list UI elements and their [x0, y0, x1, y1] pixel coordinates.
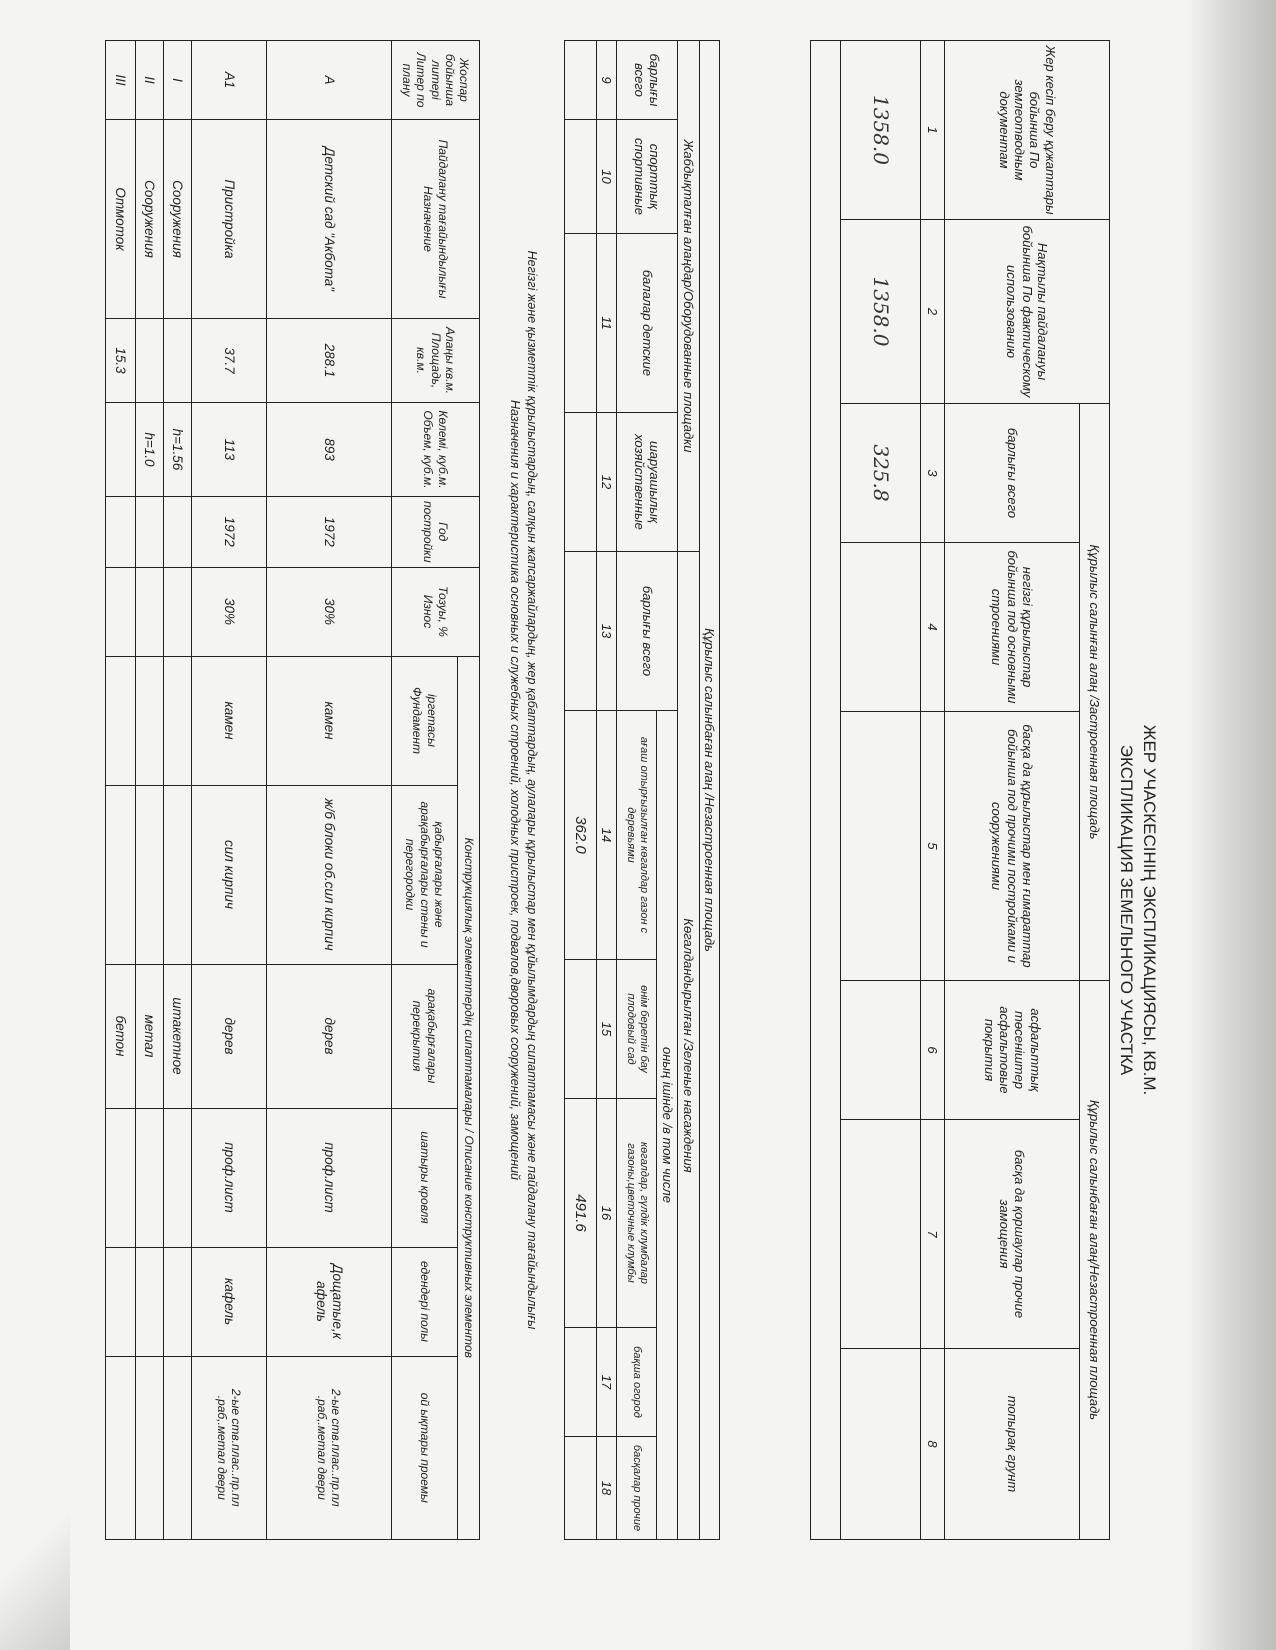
cell-wear [136, 567, 164, 656]
empty-cell [565, 960, 597, 1099]
cell-year: 1972 [267, 497, 392, 568]
table-row [106, 41, 136, 1540]
col-num: 18 [597, 1437, 617, 1540]
empty-cell [841, 1349, 921, 1540]
cell-roof [106, 1108, 136, 1247]
value-fact-area: 1358.0 [841, 220, 921, 404]
header-roof: шатыры кровля [392, 1108, 458, 1247]
cell-wear: 30% [192, 567, 267, 656]
header-wear: Тозуы, % Износ [392, 567, 480, 656]
header-asphalt: асфальттық төсеніштер асфальтовые покрытия [945, 981, 1080, 1120]
header-volume: Көлемі, куб.м. Объем, куб.м. [392, 403, 480, 497]
table-row [192, 41, 267, 1540]
empty-cell [565, 1328, 597, 1437]
header-other-buildings: басқа да құрылыстар мен ғимараттар бойынша под прочими постройками и сооружениями [945, 712, 1080, 981]
empty-cell [565, 1437, 597, 1540]
col-num: 6 [921, 981, 945, 1120]
buildings-note [506, 40, 540, 1540]
header-other-fence: басқа да қоршаулар прочие замощения [945, 1120, 1080, 1349]
header-doc: Жер кесіп беру құжаттары бойынша По землеотводным документам [945, 41, 1110, 220]
header-unbuilt: Құрылыс салынбаған алаң/Незастроенная площадь [1080, 981, 1110, 1540]
cell-volume: h=1.56 [164, 403, 192, 497]
header-soil: топырақ грунт [945, 1349, 1080, 1540]
cell-area [164, 319, 192, 403]
cell-year [106, 497, 136, 568]
header-floors: арақабырғалары перекрытия [392, 964, 458, 1108]
cell-floor-cover [136, 1247, 164, 1356]
cell-foundation [164, 656, 192, 785]
col-num: 3 [921, 404, 945, 543]
cell-roof [164, 1108, 192, 1247]
header-green: Көгалдандырылған /Зеленые насаждения [677, 552, 699, 1540]
cell-area [136, 319, 164, 403]
header-total: барлығы всего [945, 404, 1080, 543]
header-main: негізгі құрылыстар бойынша под основными строениями [945, 543, 1080, 712]
cell-floor-cover: кафель [192, 1247, 267, 1356]
cell-area: 288.1 [267, 319, 392, 403]
document-sheet [70, 40, 1180, 1580]
cell-area: 15.3 [106, 319, 136, 403]
buildings-table [105, 40, 480, 1540]
empty-cell [841, 1120, 921, 1349]
table-row [164, 41, 192, 1540]
col-num: 7 [921, 1120, 945, 1349]
title-ru: ЭКСПЛИКАЦИЯ ЗЕМЕЛЬНОГО УЧАСТКА [1117, 744, 1137, 1076]
cell-foundation [136, 656, 164, 785]
cell-walls [106, 785, 136, 964]
header-household: шаруашылық хозяйственные [617, 413, 677, 552]
cell-openings: 2-ые ств.плас..пр.пл .раб,.метал двери [192, 1356, 267, 1540]
col-num: 4 [921, 543, 945, 712]
header-including: оның ішінде /в том числе [657, 711, 677, 1540]
empty-cell [565, 120, 597, 234]
land-explication-table [810, 40, 1110, 1540]
cell-wear: 30% [267, 567, 392, 656]
cell-letter: III [106, 41, 136, 120]
header-fact: Нақтылы пайдалануы бойынша По фактическому использованию [945, 220, 1110, 404]
empty-cell [841, 543, 921, 712]
cell-volume [106, 403, 136, 497]
cell-floors: дерев [267, 964, 392, 1108]
scan-edge-shadow [1186, 0, 1276, 1650]
cell-purpose: Сооружения [164, 120, 192, 319]
cell-wear [106, 567, 136, 656]
cell-floor-cover [106, 1247, 136, 1356]
cell-roof [136, 1108, 164, 1247]
header-floor-cover: едендері полы [392, 1247, 458, 1356]
equipped-areas-table [564, 40, 720, 1540]
scan-corner-shadow [0, 1480, 70, 1650]
note-ru: Назначения и характеристика основных и служебных строений, холодных пристроек, подвалов,дворовых сооружений, замощений [508, 399, 523, 1181]
col-num: 13 [597, 552, 617, 711]
value-doc-area: 1358.0 [841, 41, 921, 220]
col-num: 2 [921, 220, 945, 404]
cell-wear [164, 567, 192, 656]
value-built-total: 325.8 [841, 404, 921, 543]
col-num: 16 [597, 1099, 617, 1328]
header-area: Алаңы кв.м. Площадь, кв.м. [392, 319, 480, 403]
cell-letter: А1 [192, 41, 267, 120]
cell-floors: метал [136, 964, 164, 1108]
cell-floors: бетон [106, 964, 136, 1108]
cell-year: 1972 [192, 497, 267, 568]
header-sport: спорттық спортивные [617, 120, 677, 234]
header-year: Год постройки [392, 497, 480, 568]
header-children: балалар детские [617, 234, 677, 413]
col-num: 5 [921, 712, 945, 981]
header-purpose: Пайдалану тағайындылығы Назначение [392, 120, 480, 319]
header-vegetable-garden: бақша огород [617, 1328, 657, 1437]
cell-foundation: камен [192, 656, 267, 785]
header-equipped: Жабдықталған алаңдар/Оборудованные площадки [677, 41, 699, 552]
header-lawn-trees: ағаш отырғызылған көгалдар газон с деревьями [617, 711, 657, 960]
cell-walls [164, 785, 192, 964]
header-all: барлығы всего [617, 41, 677, 120]
header-openings: ой ықтары проемы [392, 1356, 458, 1540]
note-kz: Негізгі және қызметтік құрылыстардың, салқын жапсаржайлардың, жер қабаттардың, аулалары құрылыстар мен құйылымдардың сипаттамасы және пайдалану тағайындылығы [525, 250, 539, 1330]
cell-floors: дерев [192, 964, 267, 1108]
header-construction: Конструкциялық элементтердің сипаттамалары / Описание конструктивных элементов [458, 656, 480, 1540]
col-num: 14 [597, 711, 617, 960]
cell-floors: штакетное [164, 964, 192, 1108]
header-letter: Жоспар бойынша литері Литер по плану [392, 41, 480, 120]
empty-cell [565, 552, 597, 711]
table-row [267, 41, 392, 1540]
cell-area: 37.7 [192, 319, 267, 403]
table-row [136, 41, 164, 1540]
cell-volume: h=1.0 [136, 403, 164, 497]
cell-year [136, 497, 164, 568]
header-foundation: іргетасы Фундамент [392, 656, 458, 785]
header-flowerbeds: көгалдар, гүлдік клумбалар газоны,цветочные клумбы [617, 1099, 657, 1328]
col-num: 8 [921, 1349, 945, 1540]
empty-row [811, 41, 841, 1540]
header-unbuilt-area: Құрылыс салынбаған алаң /Незастроенная площадь [699, 41, 719, 1540]
empty-cell [841, 981, 921, 1120]
cell-volume: 893 [267, 403, 392, 497]
cell-openings [164, 1356, 192, 1540]
cell-floor-cover [164, 1247, 192, 1356]
cell-letter: А [267, 41, 392, 120]
cell-foundation: камен [267, 656, 392, 785]
cell-roof: проф.лист [267, 1108, 392, 1247]
cell-openings: 2-ые ств.плас..пр.пл .раб,.метал двери [267, 1356, 392, 1540]
empty-cell [565, 234, 597, 413]
cell-purpose: Отмоток [106, 120, 136, 319]
page-title [1114, 460, 1160, 1360]
cell-purpose: Детский сад "Акбота" [267, 120, 392, 319]
title-kz: ЖЕР УЧАСКЕСІНІҢ ЭКСПЛИКАЦИЯСЫ, КВ.М. [1140, 724, 1159, 1096]
cell-letter: I [164, 41, 192, 120]
col-num: 10 [597, 120, 617, 234]
header-walls: қабырғалары және арақабырғалары стены и перегородки [392, 785, 458, 964]
cell-floor-cover: Дощатые,к афель [267, 1247, 392, 1356]
empty-cell [841, 712, 921, 981]
value-lawn-trees: 362.0 [565, 711, 597, 960]
cell-volume: 113 [192, 403, 267, 497]
cell-openings [106, 1356, 136, 1540]
header-built: Құрылыс салынған алаң /Застроенная площадь [1080, 404, 1110, 981]
header-orchard: өнім беретін бау плодовый сад [617, 960, 657, 1099]
cell-year [164, 497, 192, 568]
cell-walls: ж/б блоки об.сил кирпич [267, 785, 392, 964]
col-num: 9 [597, 41, 617, 120]
cell-letter: II [136, 41, 164, 120]
cell-openings [136, 1356, 164, 1540]
cell-foundation [106, 656, 136, 785]
value-flowerbeds: 491.6 [565, 1099, 597, 1328]
cell-walls [136, 785, 164, 964]
col-num: 15 [597, 960, 617, 1099]
col-num: 11 [597, 234, 617, 413]
empty-cell [565, 413, 597, 552]
cell-purpose: Сооружения [136, 120, 164, 319]
col-num: 17 [597, 1328, 617, 1437]
cell-purpose: Пристройка [192, 120, 267, 319]
empty-cell [565, 41, 597, 120]
col-num: 1 [921, 41, 945, 220]
header-other: басқалар прочие [617, 1437, 657, 1540]
cell-roof: проф.лист [192, 1108, 267, 1247]
cell-walls: сил кирпич [192, 785, 267, 964]
header-green-total: барлығы всего [617, 552, 677, 711]
col-num: 12 [597, 413, 617, 552]
